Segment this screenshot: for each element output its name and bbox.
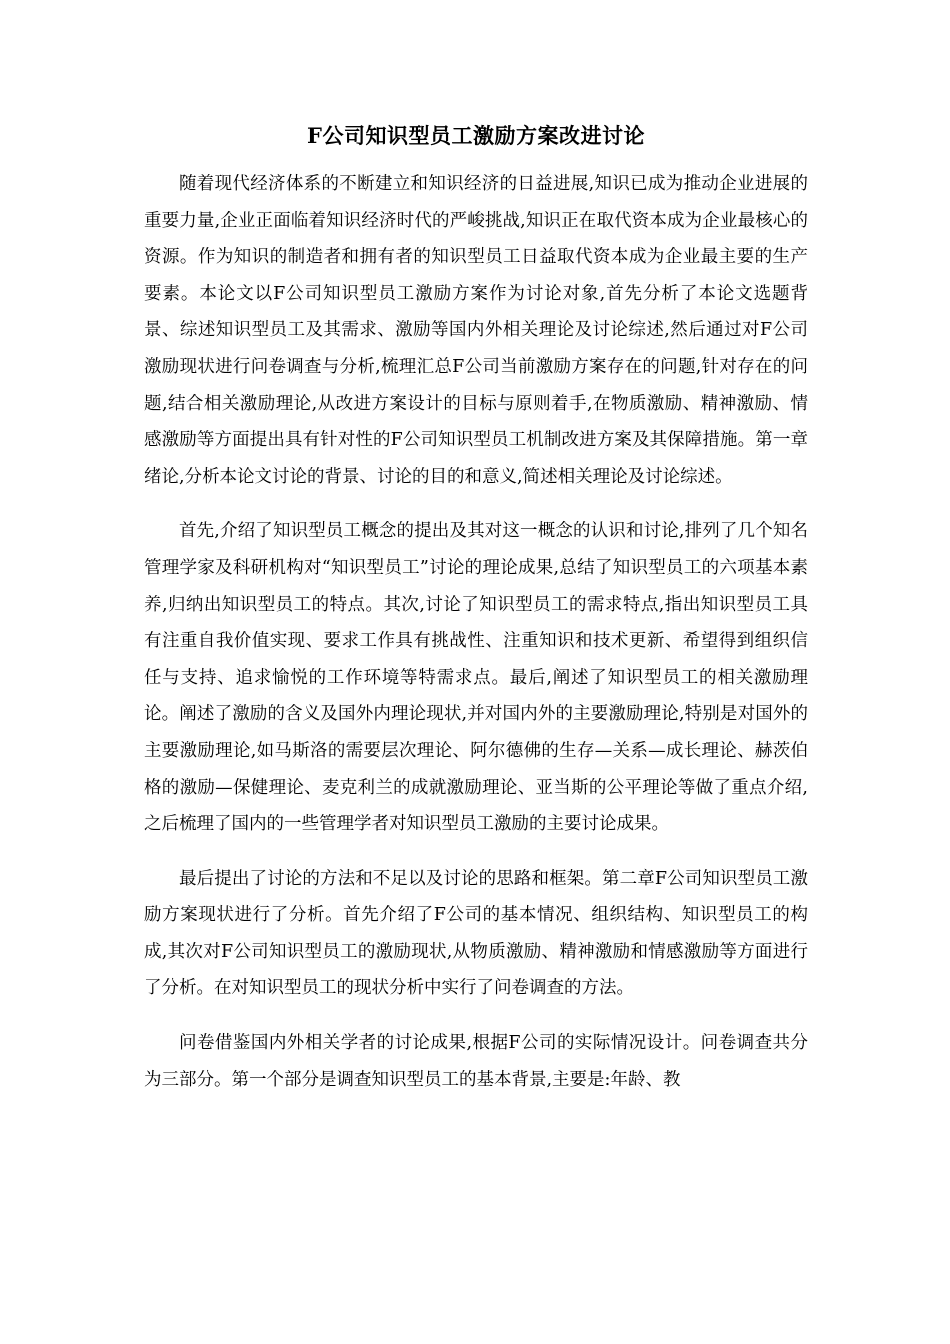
paragraph-3: 最后提出了讨论的方法和不足以及讨论的思路和框架。第二章F公司知识型员工激励方案现状进行了分析。首先介绍了F公司的基本情况、组织结构、知识型员工的构成,其次对F公司知识型员工的激励现状,从物质激励、精神激励和情感激励等方面进行了分析。在对知识型员工的现状分析中实行了问卷调查的方法。 bbox=[144, 868, 808, 999]
document-title: F公司知识型员工激励方案改进讨论 bbox=[307, 123, 645, 148]
paragraph-2: 首先,介绍了知识型员工概念的提出及其对这一概念的认识和讨论,排列了几个知名管理学家及科研机构对“知识型员工”讨论的理论成果,总结了知识型员工的六项基本素养,归纳出知识型员工的特点。其次,讨论了知识型员工的需求特点,指出知识型员工具有注重自我价值实现、要求工作具有挑战性、注重知识和技术更新、希望得到组织信任与支持、追求愉悦的工作环境等特需求点。最后,阐述了知识型员工的相关激励理论。阐述了激励的含义及国外内理论现状,并对国内外的主要激励理论,特别是对国外的主要激励理论,如马斯洛的需要层次理论、阿尔德佛的生存—关系—成长理论、赫茨伯格的激励—保健理论、麦克利兰的成就激励理论、亚当斯的公平理论等做了重点介绍,之后梳理了国内的一些管理学者对知识型员工激励的主要讨论成果。 bbox=[144, 521, 808, 835]
paragraph-4: 问卷借鉴国内外相关学者的讨论成果,根据F公司的实际情况设计。问卷调查共分为三部分。第一个部分是调查知识型员工的基本背景,主要是:年龄、教 bbox=[144, 1033, 808, 1090]
paragraph-1: 随着现代经济体系的不断建立和知识经济的日益进展,知识已成为推动企业进展的重要力量,企业正面临着知识经济时代的严峻挑战,知识正在取代资本成为企业最核心的资源。作为知识的制造者和拥有者的知识型员工日益取代资本成为企业最主要的生产要素。本论文以F公司知识型员工激励方案作为讨论对象,首先分析了本论文选题背景、综述知识型员工及其需求、激励等国内外相关理论及讨论综述,然后通过对F公司激励现状进行问卷调查与分析,梳理汇总F公司当前激励方案存在的问题,针对存在的问题,结合相关激励理论,从改进方案设计的目标与原则着手,在物质激励、精神激励、情感激励等方面提出具有针对性的F公司知识型员工机制改进方案及其保障措施。第一章绪论,分析本论文讨论的背景、讨论的目的和意义,简述相关理论及讨论综述。 bbox=[144, 174, 808, 487]
document-page bbox=[144, 118, 808, 1116]
